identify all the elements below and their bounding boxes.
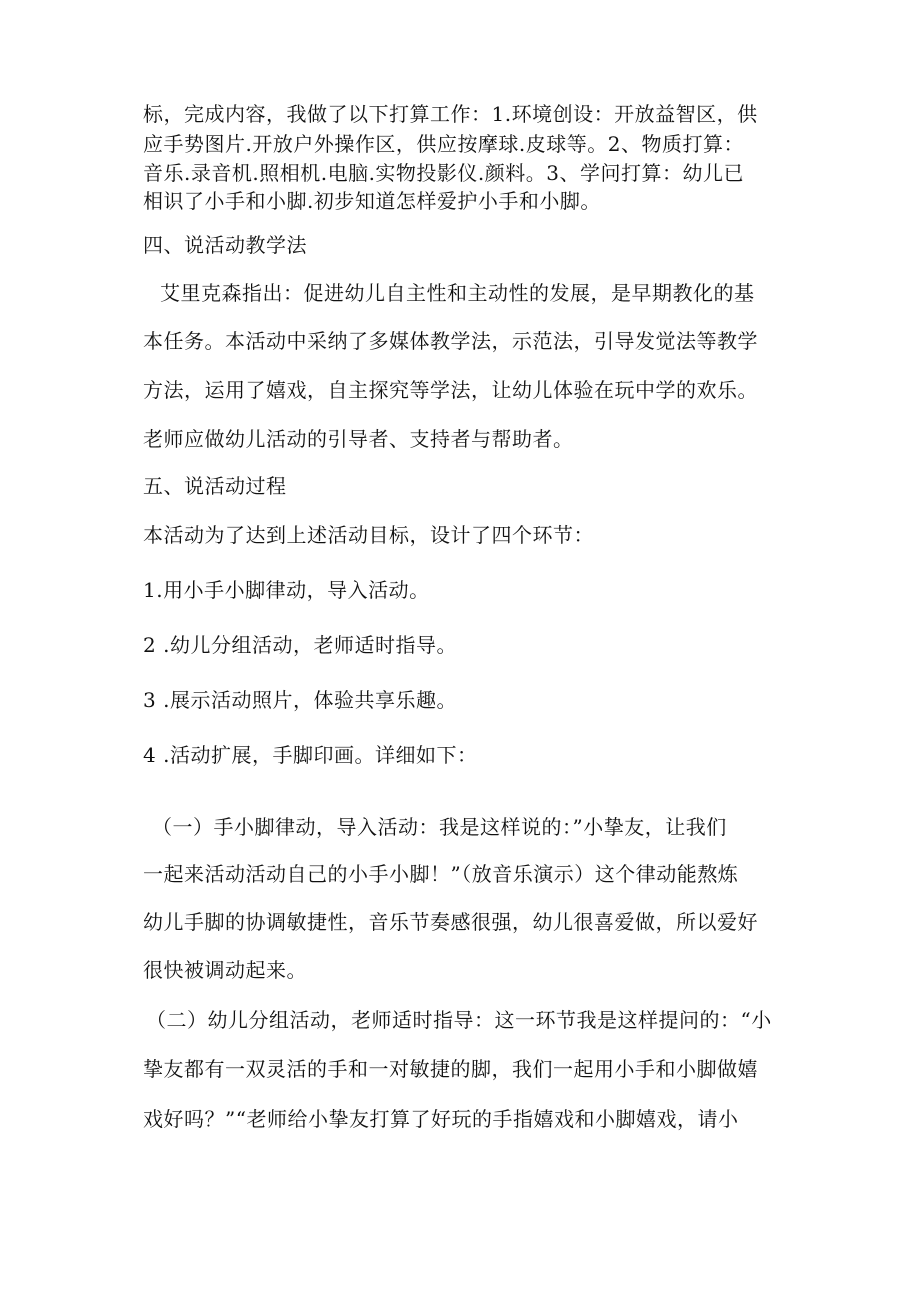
list-item: 1.用小手小脚律动，导入活动。 bbox=[143, 578, 430, 602]
text-line: 本活动为了达到上述活动目标，设计了四个环节： bbox=[143, 523, 594, 547]
text-line: 标，完成内容，我做了以下打算工作：1.环境创设：开放益智区，供 bbox=[143, 102, 758, 126]
section-heading: 五、说活动过程 bbox=[143, 474, 287, 498]
text-line: 戏好吗？”“老师给小挚友打算了好玩的手指嬉戏和小脚嬉戏，请小 bbox=[143, 1107, 739, 1131]
text-line: 老师应做幼儿活动的引导者、支持者与帮助者。 bbox=[143, 427, 574, 451]
text-line: 幼儿手脚的协调敏捷性，音乐节奏感很强，幼儿很喜爱做，所以爱好 bbox=[143, 910, 758, 934]
text-line: 很快被调动起来。 bbox=[143, 958, 307, 982]
text-line: 挚友都有一双灵活的手和一对敏捷的脚，我们一起用小手和小脚做嬉 bbox=[143, 1057, 758, 1081]
list-item: 3 .展示活动照片，体验共享乐趣。 bbox=[143, 688, 457, 712]
list-item: 2 .幼儿分组活动，老师适时指导。 bbox=[143, 633, 457, 657]
text-line: 方法，运用了嬉戏，自主探究等学法，让幼儿体验在玩中学的欢乐。 bbox=[143, 378, 758, 402]
text-line: 应手势图片.开放户外操作区，供应按摩球.皮球等。2、物质打算： bbox=[143, 132, 744, 156]
section-heading: 四、说活动教学法 bbox=[143, 233, 307, 257]
text-line: 音乐.录音机.照相机.电脑.实物投影仪.颜料。3、学问打算：幼儿已 bbox=[143, 161, 745, 185]
text-line: （二）幼儿分组活动，老师适时指导：这一环节我是这样提问的：“小 bbox=[146, 1008, 772, 1032]
text-line: 艾里克森指出：促进幼儿自主性和主动性的发展，是早期教化的基 bbox=[160, 281, 755, 305]
text-line: （一）手小脚律动，导入活动：我是这样说的：”小挚友，让我们 bbox=[152, 815, 727, 839]
text-line: 本任务。本活动中采纳了多媒体教学法，示范法，引导发觉法等教学 bbox=[143, 329, 758, 353]
text-line: 相识了小手和小脚.初步知道怎样爱护小手和小脚。 bbox=[143, 189, 601, 213]
list-item: 4 .活动扩展，手脚印画。详细如下： bbox=[143, 743, 478, 767]
text-line: 一起来活动活动自己的小手小脚！”（放音乐演示）这个律动能熬炼 bbox=[143, 862, 739, 886]
